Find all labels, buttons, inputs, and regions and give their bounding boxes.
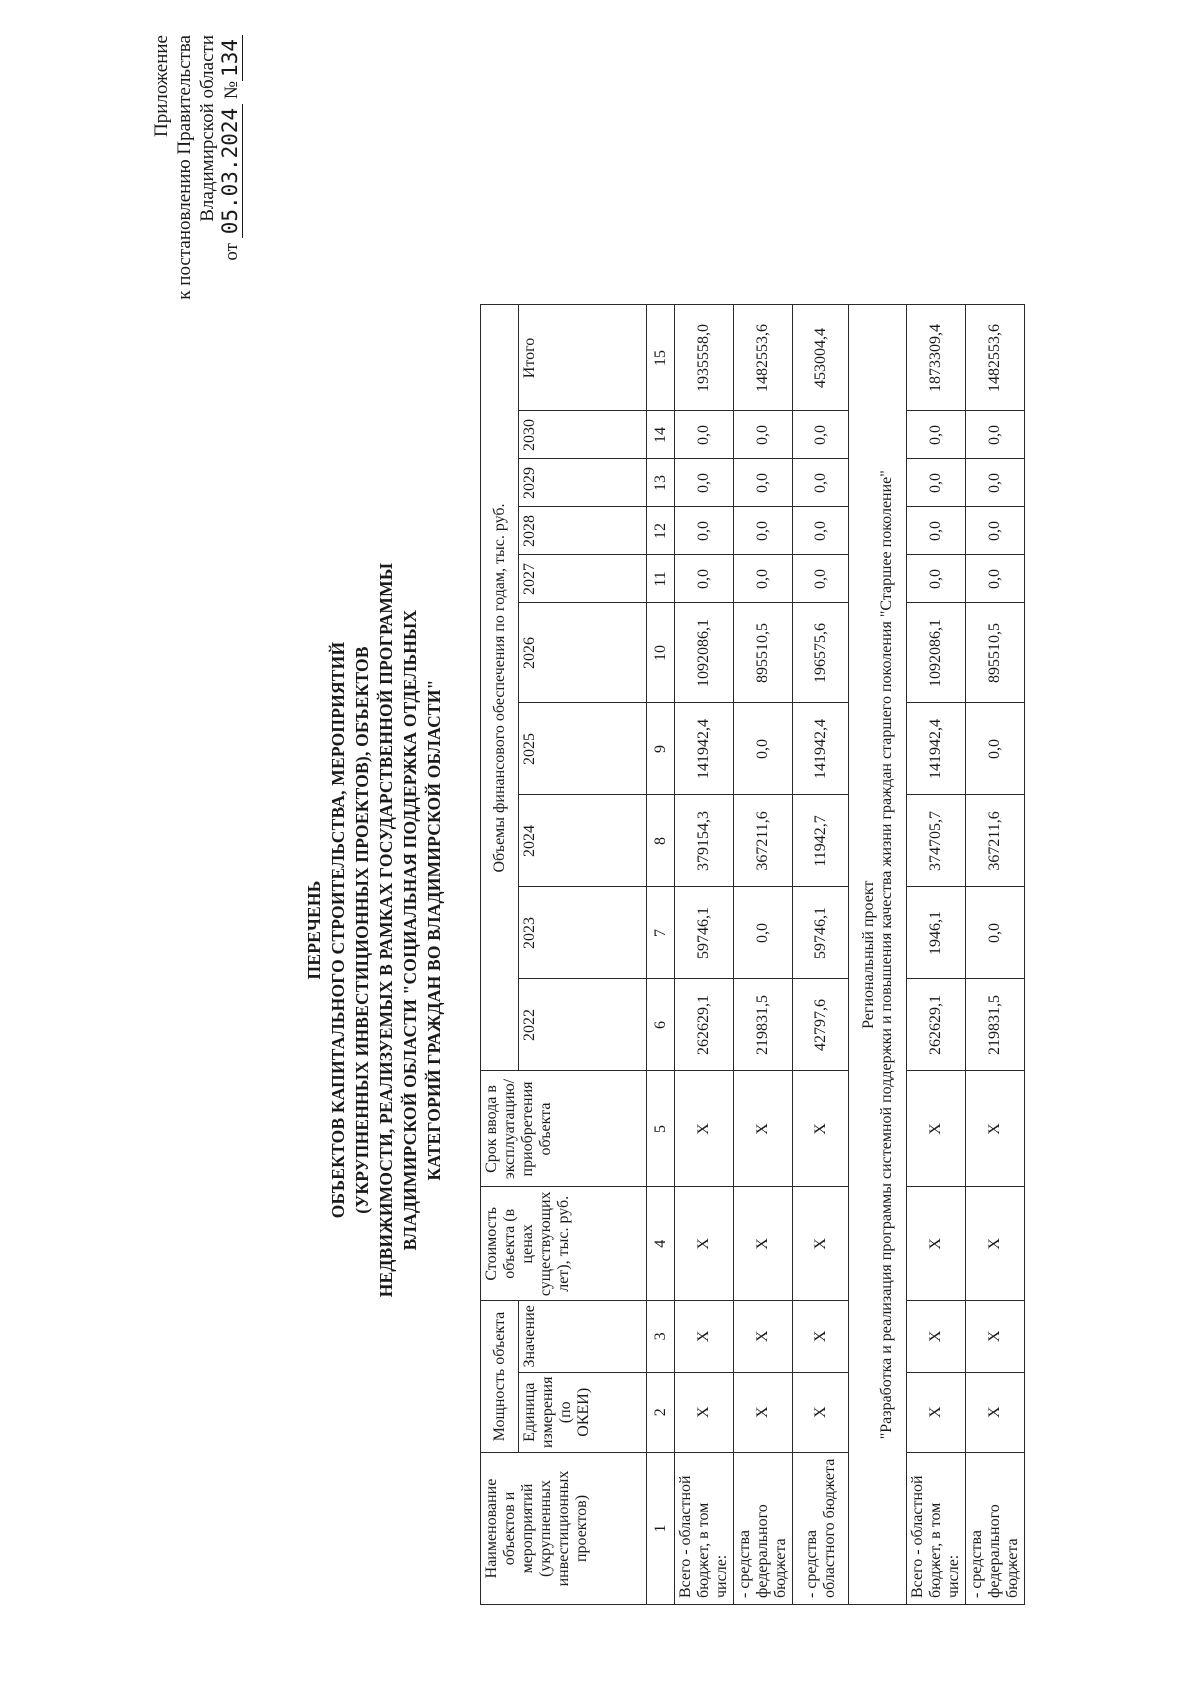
column-number: 11 <box>647 555 675 603</box>
amount-cell: 0,0 <box>675 507 734 555</box>
header-year: 2022 <box>519 979 647 1071</box>
header-funding: Объемы финансового обеспечения по годам, тыс. руб. <box>481 305 519 1071</box>
column-number: 9 <box>647 703 675 795</box>
value-cell: Х <box>793 1301 849 1372</box>
cost-cell: Х <box>793 1187 849 1301</box>
amount-cell: 0,0 <box>966 459 1025 507</box>
amount-cell: 0,0 <box>907 507 966 555</box>
column-number: 12 <box>647 507 675 555</box>
title-line-2: ОБЪЕКТОВ КАПИТАЛЬНОГО СТРОИТЕЛЬСТВА, МЕРОПРИЯТИЙ <box>328 641 348 1219</box>
header-value: Значение <box>519 1301 647 1372</box>
amount-cell: 0,0 <box>907 459 966 507</box>
amount-cell: 367211,6 <box>734 795 793 887</box>
cost-cell: Х <box>675 1187 734 1301</box>
header-year: 2024 <box>519 795 647 887</box>
appendix-line-3: Владимирской области <box>197 35 218 222</box>
amount-cell: 367211,6 <box>966 795 1025 887</box>
header-year: 2029 <box>519 459 647 507</box>
title-line-5: ВЛАДИМИРСКОЙ ОБЛАСТИ "СОЦИАЛЬНАЯ ПОДДЕРЖКА ОТДЕЛЬНЫХ <box>400 609 420 1251</box>
amount-cell: 196575,6 <box>793 603 849 703</box>
appendix-line-2: к постановлению Правительства <box>174 35 195 300</box>
amount-cell: 59746,1 <box>675 887 734 979</box>
header-year: 2028 <box>519 507 647 555</box>
amount-cell: 1946,1 <box>907 887 966 979</box>
table-row <box>734 305 793 1605</box>
amount-cell: 141942,4 <box>907 703 966 795</box>
column-number: 1 <box>647 1453 675 1605</box>
column-number: 7 <box>647 887 675 979</box>
title-line-3: (УКРУПНЕННЫХ ИНВЕСТИЦИОННЫХ ПРОЕКТОВ), ОБЪЕКТОВ <box>352 646 372 1214</box>
header-term: Срок ввода в эксплуатацию/ приобретения объекта <box>481 1071 647 1187</box>
total-cell: 1482553,6 <box>966 305 1025 411</box>
column-number: 2 <box>647 1372 675 1452</box>
title-line-1: ПЕРЕЧЕНЬ <box>304 880 324 980</box>
amount-cell: 895510,5 <box>966 603 1025 703</box>
unit-cell: Х <box>966 1372 1025 1452</box>
value-cell: Х <box>907 1301 966 1372</box>
table-row <box>907 305 966 1605</box>
amount-cell: 0,0 <box>907 411 966 459</box>
amount-cell: 219831,5 <box>734 979 793 1071</box>
value-cell: Х <box>966 1301 1025 1372</box>
header-total: Итого <box>519 305 647 411</box>
column-number: 6 <box>647 979 675 1071</box>
column-number: 14 <box>647 411 675 459</box>
amount-cell: 1092086,1 <box>675 603 734 703</box>
amount-cell: 0,0 <box>734 459 793 507</box>
appendix-line-1: Приложение <box>151 35 172 137</box>
header-name: Наименование объектов и мероприятий (укрупненных инвестиционных проектов) <box>481 1453 647 1605</box>
row-name-cell: Всего - областной бюджет, в том числе: <box>675 1453 734 1605</box>
header-year: 2030 <box>519 411 647 459</box>
amount-cell: 0,0 <box>675 459 734 507</box>
funding-table <box>480 304 1025 1605</box>
number-prefix: № <box>221 80 242 100</box>
amount-cell: 1092086,1 <box>907 603 966 703</box>
amount-cell: 379154,3 <box>675 795 734 887</box>
amount-cell: 0,0 <box>734 703 793 795</box>
decree-date: 05.03.2024 <box>219 104 243 238</box>
unit-cell: Х <box>793 1372 849 1452</box>
appendix-header <box>150 35 243 365</box>
title-line-6: КАТЕГОРИЙ ГРАЖДАН ВО ВЛАДИМИРСКОЙ ОБЛАСТИ" <box>424 679 444 1181</box>
header-row-1 <box>481 305 519 1605</box>
value-cell: Х <box>734 1301 793 1372</box>
term-cell: Х <box>907 1071 966 1187</box>
amount-cell: 262629,1 <box>907 979 966 1071</box>
section-line-1: Региональный проект <box>859 880 877 1029</box>
value-cell: Х <box>675 1301 734 1372</box>
amount-cell: 0,0 <box>966 411 1025 459</box>
amount-cell: 0,0 <box>966 507 1025 555</box>
amount-cell: 0,0 <box>734 507 793 555</box>
table-row <box>966 305 1025 1605</box>
document-title <box>302 410 446 1450</box>
header-year: 2026 <box>519 603 647 703</box>
header-year: 2023 <box>519 887 647 979</box>
amount-cell: 895510,5 <box>734 603 793 703</box>
term-cell: Х <box>734 1071 793 1187</box>
date-prefix: от <box>221 243 242 261</box>
amount-cell: 0,0 <box>966 555 1025 603</box>
row-name-cell: - средства федерального бюджета <box>966 1453 1025 1605</box>
cost-cell: Х <box>966 1187 1025 1301</box>
section-line-2: "Разработка и реализация программы системной поддержки и повышения качества жизни граждан старшего поколения "Старшее поколение" <box>877 470 895 1440</box>
column-number: 4 <box>647 1187 675 1301</box>
header-year: 2025 <box>519 703 647 795</box>
regional-project-heading <box>849 305 907 1605</box>
unit-cell: Х <box>734 1372 793 1452</box>
amount-cell: 0,0 <box>675 555 734 603</box>
table-row <box>793 305 849 1605</box>
amount-cell: 0,0 <box>734 887 793 979</box>
total-cell: 1935558,0 <box>675 305 734 411</box>
amount-cell: 0,0 <box>734 411 793 459</box>
row-name-cell: - средства областного бюджета <box>793 1453 849 1605</box>
cost-cell: Х <box>734 1187 793 1301</box>
table-body <box>481 305 1025 1605</box>
amount-cell: 0,0 <box>793 555 849 603</box>
amount-cell: 0,0 <box>675 411 734 459</box>
row-name-cell: - средства федерального бюджета <box>734 1453 793 1605</box>
term-cell: Х <box>966 1071 1025 1187</box>
total-cell: 453004,4 <box>793 305 849 411</box>
amount-cell: 0,0 <box>966 887 1025 979</box>
total-cell: 1873309,4 <box>907 305 966 411</box>
amount-cell: 219831,5 <box>966 979 1025 1071</box>
column-number: 5 <box>647 1071 675 1187</box>
amount-cell: 0,0 <box>966 703 1025 795</box>
amount-cell: 0,0 <box>734 555 793 603</box>
header-row-2 <box>519 305 647 1605</box>
amount-cell: 11942,7 <box>793 795 849 887</box>
cost-cell: Х <box>907 1187 966 1301</box>
amount-cell: 141942,4 <box>675 703 734 795</box>
column-number: 3 <box>647 1301 675 1372</box>
unit-cell: Х <box>907 1372 966 1452</box>
header-cost: Стоимость объекта (в ценах существующих лет), тыс. руб. <box>481 1187 647 1301</box>
term-cell: Х <box>793 1071 849 1187</box>
decree-number: 134 <box>219 35 243 81</box>
row-name-cell: Всего - областной бюджет, в том числе: <box>907 1453 966 1605</box>
amount-cell: 0,0 <box>907 555 966 603</box>
amount-cell: 262629,1 <box>675 979 734 1071</box>
title-line-4: НЕДВИЖИМОСТИ, РЕАЛИЗУЕМЫХ В РАМКАХ ГОСУДАРСТВЕННОЙ ПРОГРАММЫ <box>376 562 396 1298</box>
column-number: 15 <box>647 305 675 411</box>
term-cell: Х <box>675 1071 734 1187</box>
column-number: 10 <box>647 603 675 703</box>
column-number: 13 <box>647 459 675 507</box>
section-row <box>849 305 907 1605</box>
amount-cell: 0,0 <box>793 459 849 507</box>
amount-cell: 59746,1 <box>793 887 849 979</box>
header-unit: Единица измерения (по ОКЕИ) <box>519 1372 647 1452</box>
header-year: 2027 <box>519 555 647 603</box>
header-capacity: Мощность объекта <box>481 1301 519 1453</box>
column-number: 8 <box>647 795 675 887</box>
column-number-row <box>647 305 675 1605</box>
amount-cell: 374705,7 <box>907 795 966 887</box>
appendix-date-line <box>219 35 243 365</box>
total-cell: 1482553,6 <box>734 305 793 411</box>
table-row <box>675 305 734 1605</box>
amount-cell: 0,0 <box>793 507 849 555</box>
amount-cell: 141942,4 <box>793 703 849 795</box>
amount-cell: 0,0 <box>793 411 849 459</box>
unit-cell: Х <box>675 1372 734 1452</box>
amount-cell: 42797,6 <box>793 979 849 1071</box>
